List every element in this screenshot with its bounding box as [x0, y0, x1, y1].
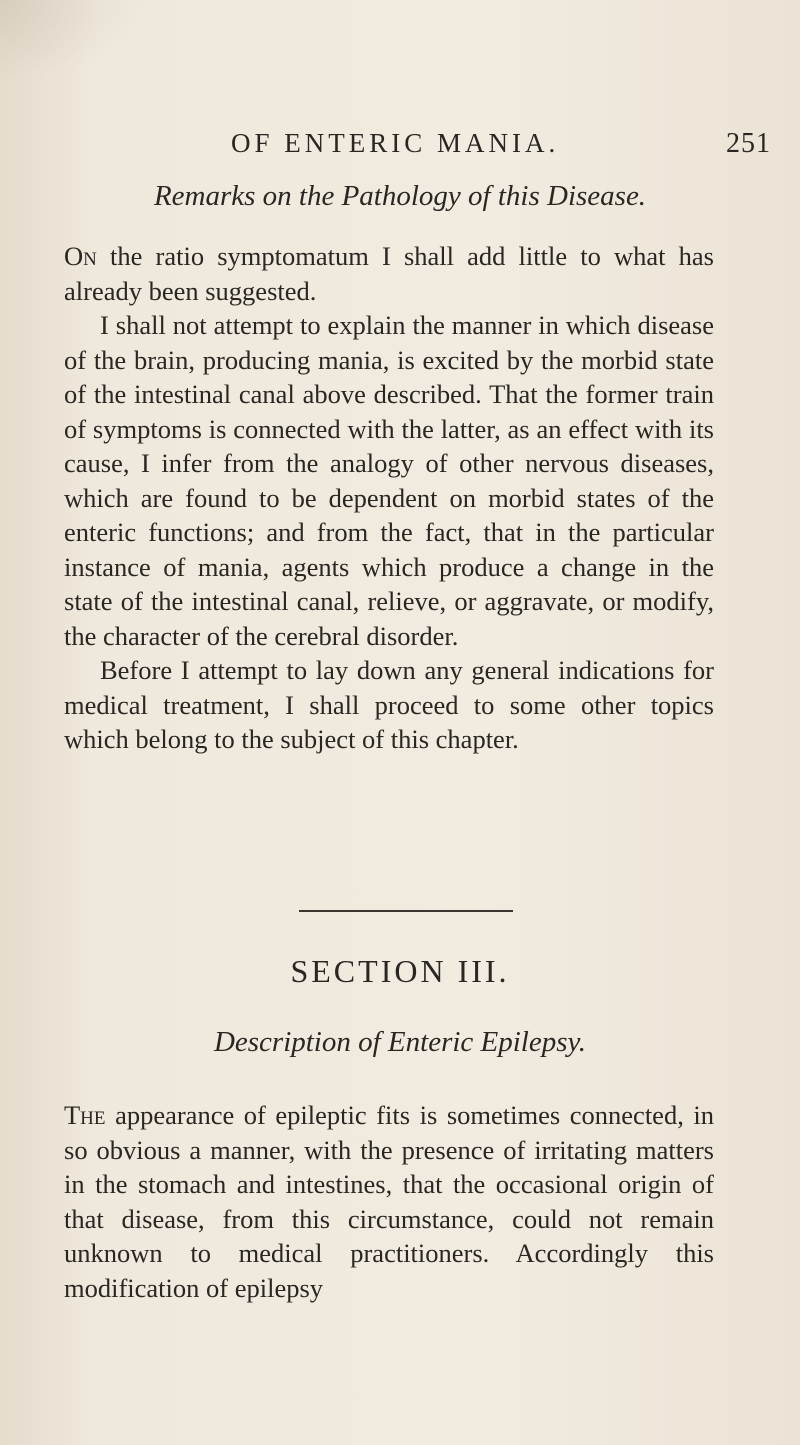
- paragraph: [64, 1098, 714, 1305]
- remarks-heading: Remarks on the Pathology of this Disease.: [153, 180, 647, 212]
- paragraph-text: appearance of epileptic fits is sometimes connected, in so obvious a manner, with the presence of irritating matters in the stomach and intestines, that the occasional origin of that disease, from this circumstance, could not remain unknown to medical practitioners. Accordingly this modification of epilepsy: [64, 1100, 714, 1303]
- paragraph-text: the ratio symptomatum I shall add little to what has already been suggested.: [64, 241, 714, 306]
- section-subheading: Description of Enteric Epilepsy.: [213, 1026, 587, 1058]
- section-heading: SECTION III.: [290, 953, 510, 989]
- section-body: [64, 1098, 714, 1305]
- paragraph: I shall not attempt to explain the manner in which disease of the brain, producing mania, is excited by the morbid state of the intestinal canal above described. That the former train of symptoms is connected with the latter, as an effect with its cause, I infer from the analogy of other nervous diseases, which are found to be dependent on morbid states of the enteric functions; and from the fact, that in the particular instance of mania, agents which produce a change in the state of the intestinal canal, relieve, or aggravate, or modify, the character of the cerebral disorder.: [64, 310, 714, 651]
- page-stain: [0, 0, 150, 80]
- paragraph-lead-word: The: [64, 1100, 106, 1130]
- paragraph: [64, 239, 714, 308]
- running-head: [0, 128, 800, 168]
- paragraph-lead-word: On: [64, 241, 97, 271]
- running-head-title: OF ENTERIC MANIA.: [231, 128, 560, 158]
- paragraph: Before I attempt to lay down any general indications for medical treatment, I shall proceed to some other topics which belong to the subject of this chapter.: [64, 655, 714, 754]
- section-divider: [299, 910, 513, 912]
- page-number: 251: [726, 128, 771, 159]
- remarks-body: [64, 239, 714, 757]
